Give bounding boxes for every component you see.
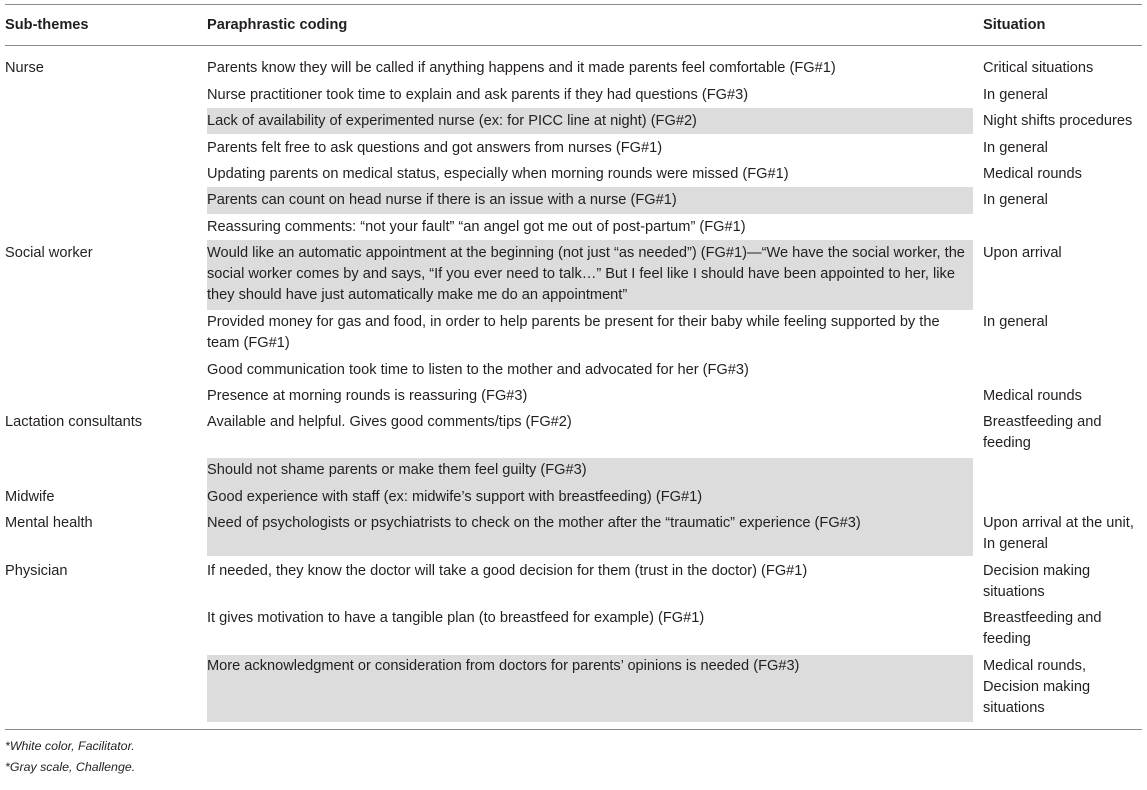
situation-cell: feeding — [983, 435, 1031, 452]
situation-cell: Decision making — [983, 563, 1091, 579]
header-situation: Situation — [983, 17, 1046, 33]
situation-cell: situations — [983, 700, 1045, 717]
situation-cell: feeding — [983, 631, 1031, 648]
situation-cell: situations — [983, 584, 1045, 601]
footnote-facilitator: *White color, Facilitator. — [5, 739, 135, 753]
subtheme-label: Mental health — [5, 515, 93, 531]
situation-cell: Medical rounds, — [983, 658, 1087, 674]
situation-cell: Medical rounds — [983, 388, 1082, 404]
header-subthemes: Sub-themes — [5, 17, 89, 33]
situation-cell: Upon arrival — [983, 245, 1062, 261]
situation-cell: Decision making — [983, 679, 1091, 696]
coding-cell: If needed, they know the doctor will take a good decision for them (trust in the doctor) (FG#1) — [207, 563, 808, 579]
subtheme-label: Nurse — [5, 60, 44, 76]
coding-cell: Parents felt free to ask questions and got answers from nurses (FG#1) — [207, 140, 663, 156]
subtheme-label: Social worker — [5, 245, 93, 261]
bottom-rule — [5, 729, 1142, 730]
subtheme-label: Midwife — [5, 489, 55, 505]
header-paraphrastic-coding: Paraphrastic coding — [207, 17, 348, 33]
coding-cell: Need of psychologists or psychiatrists to check on the mother after the “traumatic” experience (FG#3) — [207, 515, 861, 531]
situation-cell: In general — [983, 536, 1048, 553]
situation-cell: In general — [983, 87, 1048, 103]
subtheme-label: Lactation consultants — [5, 414, 143, 430]
coding-cell: It gives motivation to have a tangible plan (to breastfeed for example) (FG#1) — [207, 610, 705, 626]
situation-cell: In general — [983, 140, 1048, 156]
situation-cell: Upon arrival at the unit, — [983, 515, 1134, 531]
coding-cell: Good communication took time to listen to the mother and advocated for her (FG#3) — [207, 362, 749, 378]
subtheme-label: Physician — [5, 563, 68, 579]
situation-cell: In general — [983, 192, 1048, 208]
coding-cell: More acknowledgment or consideration from doctors for parents’ opinions is needed (FG#3) — [207, 658, 800, 674]
situation-cell: Breastfeeding and — [983, 414, 1102, 430]
situation-cell: Critical situations — [983, 60, 1094, 76]
coding-cell: Parents can count on head nurse if there is an issue with a nurse (FG#1) — [207, 192, 677, 208]
coding-cell: Parents know they will be called if anything happens and it made parents feel comfortable (FG#1) — [207, 60, 836, 76]
footnote-challenge: *Gray scale, Challenge. — [5, 760, 136, 774]
coding-cell: Available and helpful. Gives good comments/tips (FG#2) — [207, 414, 572, 430]
situation-cell: Night shifts procedures — [983, 113, 1133, 129]
coding-cell: Good experience with staff (ex: midwife’s support with breastfeeding) (FG#1) — [207, 489, 703, 505]
coding-cell: Should not shame parents or make them feel guilty (FG#3) — [207, 462, 587, 478]
situation-cell: Breastfeeding and — [983, 610, 1102, 626]
coding-cell: Reassuring comments: “not your fault” “an angel got me out of post-partum” (FG#1) — [207, 219, 746, 235]
situation-cell: Medical rounds — [983, 166, 1082, 182]
coding-cell: Lack of availability of experimented nurse (ex: for PICC line at night) (FG#2) — [207, 113, 697, 129]
coding-cell: Updating parents on medical status, especially when morning rounds were missed (FG#1) — [207, 166, 789, 182]
situation-cell: In general — [983, 314, 1048, 330]
coding-cell: Would like an automatic appointment at the beginning (not just “as needed”) (FG#1)—“We have the social worker, the social worker comes by and says, “If you ever need to talk…” But I feel like I should have been appointed to her, like they should have just automatically make me do an appointment” — [207, 245, 965, 304]
coding-cell: Nurse practitioner took time to explain and ask parents if they had questions (FG#3) — [207, 87, 749, 103]
coding-cell: Provided money for gas and food, in order to help parents be present for their baby while feeling supported by the team (FG#1) — [207, 314, 940, 352]
coding-cell: Presence at morning rounds is reassuring (FG#3) — [207, 388, 528, 404]
